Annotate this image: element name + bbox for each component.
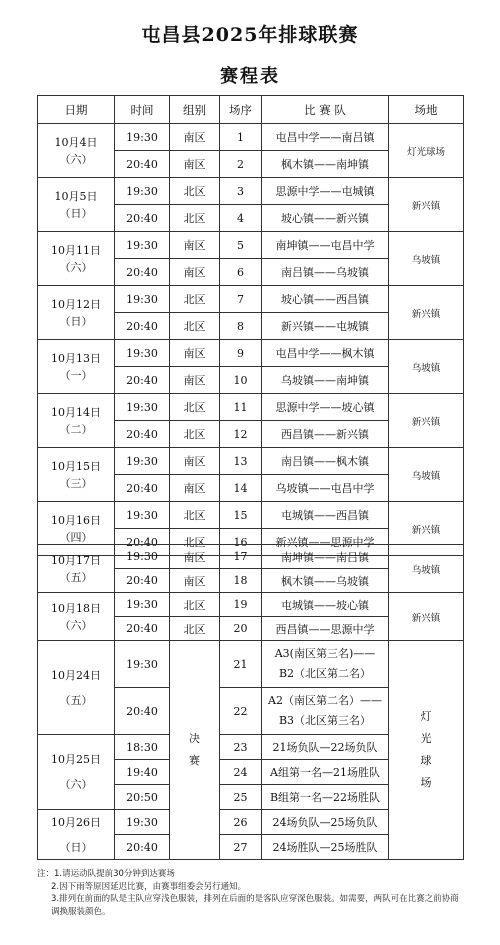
- venue-cell: 乌坡镇: [389, 232, 464, 286]
- match-teams-line2: B3（北区第三名）: [278, 714, 372, 727]
- match-teams-cell: 南坤镇——南吕镇: [262, 545, 389, 569]
- header-group: 组别: [170, 96, 220, 124]
- venue-cell: 新兴镇: [389, 394, 464, 448]
- venue-text: 灯光球场: [420, 710, 432, 789]
- table-row: [38, 178, 464, 205]
- match-teams-line2: B2（北区第二名）: [278, 667, 372, 680]
- table-row: [38, 394, 464, 421]
- time-cell: 19:30: [115, 394, 170, 421]
- weekday-text: （四）: [59, 530, 93, 544]
- venue-cell: 新兴镇: [389, 178, 464, 232]
- group-cell: 南区: [170, 367, 220, 394]
- venue-cell: 新兴镇: [389, 593, 464, 641]
- header-venue: 场地: [389, 96, 464, 124]
- time-cell: 19:30: [115, 340, 170, 367]
- match-no-cell: 22: [220, 688, 262, 735]
- time-cell: 20:40: [115, 151, 170, 178]
- date-text: 10月18日: [51, 601, 101, 615]
- table-row: [38, 448, 464, 475]
- match-no-cell: 17: [220, 545, 262, 569]
- header-date: 日期: [38, 96, 115, 124]
- table-row: [38, 545, 464, 569]
- date-cell: [38, 641, 115, 735]
- time-cell: 20:40: [115, 617, 170, 641]
- group-cell: 北区: [170, 617, 220, 641]
- table-row: [38, 340, 464, 367]
- date-text: 10月11日: [51, 243, 101, 257]
- match-no-cell: 15: [220, 502, 262, 529]
- table-row: [38, 124, 464, 151]
- match-teams-cell: 坡心镇——西昌镇: [262, 286, 389, 313]
- match-teams-cell: A组第一名—21场胜队: [262, 760, 389, 785]
- schedule-table-regular: [37, 95, 464, 556]
- match-teams-cell: 乌坡镇——屯昌中学: [262, 475, 389, 502]
- finals-group-cell: [170, 641, 220, 860]
- time-cell: 20:40: [115, 259, 170, 286]
- match-no-cell: 26: [220, 810, 262, 835]
- page-title: 屯昌县2025年排球联赛: [141, 24, 359, 46]
- group-cell: 南区: [170, 475, 220, 502]
- weekday-text: （六）: [59, 778, 93, 791]
- weekday-text: （二）: [59, 422, 93, 436]
- group-cell: 北区: [170, 286, 220, 313]
- group-cell: 北区: [170, 178, 220, 205]
- match-no-cell: 5: [220, 232, 262, 259]
- time-cell: 20:50: [115, 785, 170, 810]
- match-no-cell: 21: [220, 641, 262, 688]
- weekday-text: （日）: [59, 840, 93, 854]
- match-teams-cell: 南坤镇——屯昌中学: [262, 232, 389, 259]
- venue-cell: 新兴镇: [389, 502, 464, 556]
- table-row: [38, 502, 464, 529]
- venue-cell: 乌坡镇: [389, 545, 464, 593]
- match-teams-cell: 西昌镇——思源中学: [262, 617, 389, 641]
- match-teams-cell: 乌坡镇——南坤镇: [262, 367, 389, 394]
- time-cell: 19:30: [115, 232, 170, 259]
- match-teams-line1: A3(南区第三名)——: [274, 647, 376, 660]
- match-teams-cell: 坡心镇——新兴镇: [262, 205, 389, 232]
- match-no-cell: 13: [220, 448, 262, 475]
- match-no-cell: 16: [220, 529, 262, 556]
- match-teams-cell: B组第一名—22场胜队: [262, 785, 389, 810]
- weekday-text: （日）: [59, 206, 93, 220]
- weekday-text: （六）: [59, 618, 93, 632]
- weekday-text: （六）: [59, 260, 93, 274]
- match-no-cell: 19: [220, 593, 262, 617]
- notes: [37, 868, 467, 918]
- time-cell: 19:30: [115, 178, 170, 205]
- group-cell: 南区: [170, 151, 220, 178]
- match-no-cell: 6: [220, 259, 262, 286]
- match-no-cell: 7: [220, 286, 262, 313]
- time-cell: 20:40: [115, 313, 170, 340]
- date-text: 10月5日: [54, 189, 98, 203]
- group-cell: 北区: [170, 313, 220, 340]
- match-no-cell: 8: [220, 313, 262, 340]
- date-cell: [38, 340, 115, 394]
- match-no-cell: 23: [220, 735, 262, 760]
- match-teams-cell: 枫木镇——南坤镇: [262, 151, 389, 178]
- time-cell: 19:30: [115, 502, 170, 529]
- note-2: 2.因下雨等原因延迟比赛，由赛事组委会另行通知。: [51, 881, 247, 892]
- time-cell: 19:30: [115, 545, 170, 569]
- note-1: 注：1.请运动队提前30分钟到达赛场: [37, 869, 175, 879]
- group-cell: 北区: [170, 502, 220, 529]
- match-no-cell: 10: [220, 367, 262, 394]
- time-cell: 20:40: [115, 421, 170, 448]
- date-cell: [38, 810, 115, 860]
- time-cell: 19:30: [115, 593, 170, 617]
- group-cell: 北区: [170, 593, 220, 617]
- time-cell: 20:40: [115, 835, 170, 860]
- weekday-text: （一）: [59, 368, 93, 382]
- venue-cell: 新兴镇: [389, 286, 464, 340]
- group-cell: 北区: [170, 529, 220, 556]
- date-text: 10月13日: [51, 351, 101, 365]
- date-cell: [38, 593, 115, 641]
- page-subtitle: 赛程表: [220, 66, 280, 87]
- match-teams-cell: 西昌镇——新兴镇: [262, 421, 389, 448]
- group-cell: 南区: [170, 569, 220, 593]
- match-teams-cell: 思源中学——坡心镇: [262, 394, 389, 421]
- schedule-table-late: [37, 544, 464, 860]
- time-cell: 19:30: [115, 286, 170, 313]
- header-teams: 比 赛 队: [262, 96, 389, 124]
- match-no-cell: 4: [220, 205, 262, 232]
- match-teams-line1: A2（南区第二名）——: [268, 694, 382, 707]
- match-no-cell: 24: [220, 760, 262, 785]
- table-row: [38, 593, 464, 617]
- date-cell: [38, 394, 115, 448]
- match-no-cell: 18: [220, 569, 262, 593]
- group-cell: 北区: [170, 205, 220, 232]
- time-cell: 20:40: [115, 205, 170, 232]
- note-3: 3.排列在前面的队是主队应穿浅色服装，排列在后面的是客队应穿深色服装。如需要，两队可在比赛之前协商调换服装颜色。: [51, 894, 459, 917]
- match-teams-cell: [262, 641, 389, 688]
- weekday-text: （六）: [59, 152, 93, 166]
- table-row: [38, 286, 464, 313]
- group-cell: 北区: [170, 421, 220, 448]
- match-no-cell: 2: [220, 151, 262, 178]
- match-teams-cell: 24场负队—25场负队: [262, 810, 389, 835]
- date-text: 10月12日: [51, 297, 101, 311]
- match-teams-cell: 新兴镇——思源中学: [262, 529, 389, 556]
- time-cell: 19:40: [115, 760, 170, 785]
- weekday-text: （三）: [59, 476, 93, 490]
- date-cell: [38, 448, 115, 502]
- date-text: 10月4日: [54, 135, 98, 149]
- group-cell: 南区: [170, 259, 220, 286]
- time-cell: 20:40: [115, 569, 170, 593]
- header-time: 时间: [115, 96, 170, 124]
- group-cell: 南区: [170, 545, 220, 569]
- match-no-cell: 3: [220, 178, 262, 205]
- date-cell: [38, 735, 115, 810]
- group-cell: 南区: [170, 232, 220, 259]
- time-cell: 19:30: [115, 641, 170, 688]
- match-teams-cell: 枫木镇——乌坡镇: [262, 569, 389, 593]
- time-cell: 19:30: [115, 448, 170, 475]
- match-no-cell: 12: [220, 421, 262, 448]
- date-cell: [38, 545, 115, 593]
- table-row: [38, 641, 464, 688]
- match-teams-cell: 24场胜队—25场胜队: [262, 835, 389, 860]
- group-cell: 南区: [170, 124, 220, 151]
- table-row: [38, 232, 464, 259]
- match-teams-cell: 屯城镇——西昌镇: [262, 502, 389, 529]
- match-teams-cell: 21场负队—22场负队: [262, 735, 389, 760]
- match-teams-cell: 南吕镇——乌坡镇: [262, 259, 389, 286]
- match-no-cell: 25: [220, 785, 262, 810]
- group-cell: 南区: [170, 340, 220, 367]
- match-no-cell: 11: [220, 394, 262, 421]
- date-cell: [38, 124, 115, 178]
- weekday-text: （日）: [59, 314, 93, 328]
- match-no-cell: 9: [220, 340, 262, 367]
- date-text: 10月14日: [51, 405, 101, 419]
- time-cell: 20:40: [115, 367, 170, 394]
- match-teams-cell: 屯昌中学——枫木镇: [262, 340, 389, 367]
- date-text: 10月25日: [51, 753, 101, 766]
- group-cell: 北区: [170, 394, 220, 421]
- date-text: 10月15日: [51, 459, 101, 473]
- time-cell: 18:30: [115, 735, 170, 760]
- date-cell: [38, 178, 115, 232]
- table-header-row: [38, 96, 464, 124]
- match-teams-cell: 南吕镇——枫木镇: [262, 448, 389, 475]
- venue-cell: 灯光球场: [389, 124, 464, 178]
- date-cell: [38, 286, 115, 340]
- match-no-cell: 27: [220, 835, 262, 860]
- venue-cell: 乌坡镇: [389, 340, 464, 394]
- time-cell: 20:40: [115, 529, 170, 556]
- venue-cell: [389, 641, 464, 860]
- match-teams-cell: [262, 688, 389, 735]
- venue-cell: 乌坡镇: [389, 448, 464, 502]
- match-no-cell: 14: [220, 475, 262, 502]
- match-teams-cell: 屯昌中学——南吕镇: [262, 124, 389, 151]
- date-text: 10月26日: [51, 815, 101, 829]
- header-match-no: 场序: [220, 96, 262, 124]
- finals-label: 决赛: [189, 732, 200, 767]
- weekday-text: （五）: [59, 570, 93, 584]
- match-teams-cell: 新兴镇——屯城镇: [262, 313, 389, 340]
- match-no-cell: 1: [220, 124, 262, 151]
- weekday-text: （五）: [59, 693, 93, 707]
- time-cell: 19:30: [115, 124, 170, 151]
- match-teams-cell: 屯城镇——坡心镇: [262, 593, 389, 617]
- time-cell: 19:30: [115, 810, 170, 835]
- match-no-cell: 20: [220, 617, 262, 641]
- date-text: 10月17日: [51, 553, 101, 567]
- date-text: 10月24日: [51, 668, 101, 682]
- time-cell: 20:40: [115, 475, 170, 502]
- group-cell: 南区: [170, 448, 220, 475]
- time-cell: 20:40: [115, 688, 170, 735]
- match-teams-cell: 思源中学——屯城镇: [262, 178, 389, 205]
- date-cell: [38, 232, 115, 286]
- date-text: 10月16日: [51, 513, 101, 527]
